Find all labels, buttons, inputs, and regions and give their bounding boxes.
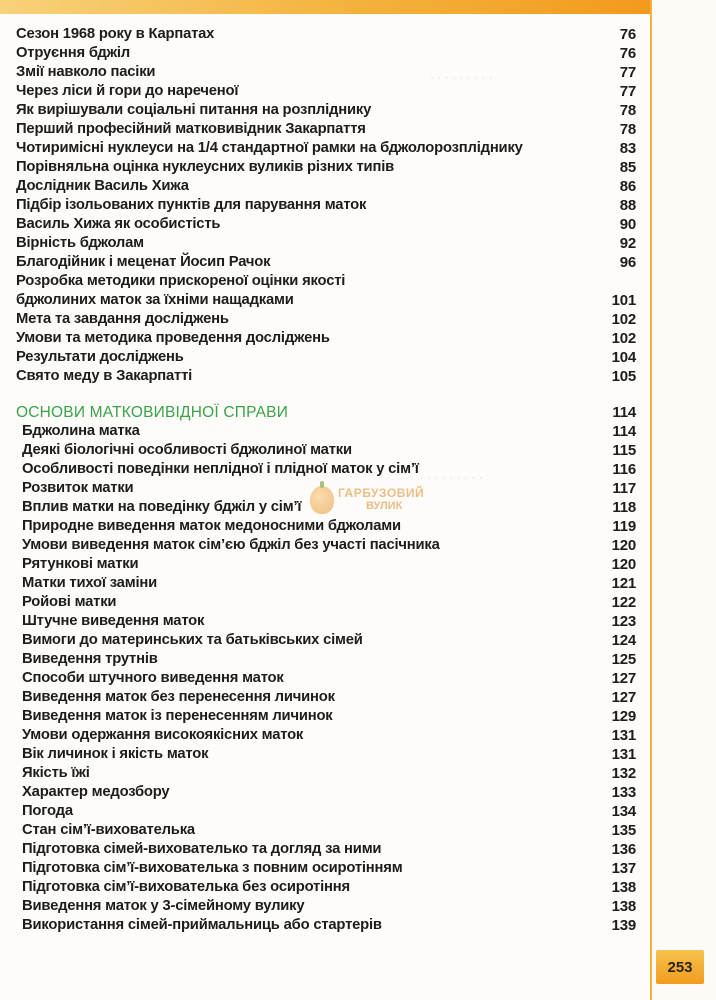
toc-entry-title: Умови одержання високоякісних маток <box>22 727 304 743</box>
toc-entry <box>16 555 644 574</box>
toc-entry-page: 102 <box>611 311 636 328</box>
toc-entry <box>16 348 644 367</box>
toc-entry <box>16 291 644 310</box>
toc-entry-title: Якість їжі <box>22 765 90 781</box>
toc-entry-page: 132 <box>611 765 636 782</box>
toc-entry-page: 92 <box>619 235 636 252</box>
toc-entry-page: 139 <box>611 917 636 934</box>
toc-entry-page: 129 <box>611 708 636 725</box>
bleed-through-text: · · · · · · · · · <box>420 470 483 484</box>
toc-entry <box>16 120 644 139</box>
toc-entry <box>16 840 644 859</box>
toc-entry-page: 85 <box>619 159 636 176</box>
toc-entry-page: 86 <box>619 178 636 195</box>
toc-entry-page: 134 <box>611 803 636 820</box>
toc-entry-title: Вимоги до материнських та батьківських сімей <box>22 632 363 648</box>
toc-entry-page: 127 <box>611 689 636 706</box>
right-margin-band <box>650 0 716 1000</box>
toc-entry <box>16 329 644 348</box>
toc-entry-title: Василь Хижа як особистість <box>16 216 221 232</box>
section-heading <box>16 403 644 422</box>
toc-entry-page: 114 <box>612 423 636 440</box>
toc-entry-page: 127 <box>611 670 636 687</box>
toc-entry-title: Як вирішували соціальні питання на розпліднику <box>16 102 372 118</box>
toc-entry-title: бджолиних маток за їхніми нащадками <box>16 292 294 308</box>
toc-entry-page: 122 <box>611 594 636 611</box>
toc-entry-page: 131 <box>611 746 636 763</box>
toc-entry-title: Умови та методика проведення досліджень <box>16 330 330 346</box>
toc-entry-title: Отруєння бджіл <box>16 45 130 61</box>
toc-entry-title: Деякі біологічні особливості бджолиної матки <box>22 442 352 458</box>
toc-entry-title: Стан сім’ї-вихователька <box>22 822 195 838</box>
toc-entry-title: Вік личинок і якість маток <box>22 746 209 762</box>
toc-entry-page: 104 <box>611 349 636 366</box>
toc-entry-page: 116 <box>612 461 636 478</box>
toc-entry-title: Змії навколо пасіки <box>16 64 156 80</box>
toc-entry <box>16 745 644 764</box>
toc-entry-title: Перший професійний матковивідник Закарпаття <box>16 121 366 137</box>
toc-entry-page: 101 <box>611 292 636 309</box>
toc-entry <box>16 139 644 158</box>
toc-entry <box>16 764 644 783</box>
toc-entry <box>16 707 644 726</box>
toc-entry-page: 77 <box>619 64 636 81</box>
toc-entry <box>16 612 644 631</box>
toc-entry-page: 76 <box>619 45 636 62</box>
top-decorative-strip <box>0 0 650 14</box>
toc-entry <box>16 367 644 386</box>
toc-entry-title: Рятункові матки <box>22 556 139 572</box>
toc-entry-page: 117 <box>612 480 636 497</box>
toc-entry <box>16 688 644 707</box>
toc-entry-title: Вплив матки на поведінку бджіл у сім’ї <box>22 499 302 515</box>
watermark-line-2: ВУЛИК <box>366 500 403 512</box>
toc-entry <box>16 215 644 234</box>
toc-entry <box>16 631 644 650</box>
toc-entry-title: Виведення трутнів <box>22 651 158 667</box>
toc-entry <box>16 574 644 593</box>
toc-entry-page: 88 <box>619 197 636 214</box>
toc-entry <box>16 726 644 745</box>
toc-entry <box>16 234 644 253</box>
toc-entry-title: Виведення маток без перенесення личинок <box>22 689 335 705</box>
toc-entry-title: Свято меду в Закарпатті <box>16 368 193 384</box>
toc-entry <box>16 878 644 897</box>
toc-entry <box>16 310 644 329</box>
toc-entry-page: 118 <box>612 499 636 516</box>
toc-entry-page: 119 <box>612 518 636 535</box>
toc-entry <box>16 44 644 63</box>
toc-entry <box>16 802 644 821</box>
toc-entry <box>16 859 644 878</box>
toc-entry-page: 124 <box>611 632 636 649</box>
toc-entry <box>16 783 644 802</box>
toc-entry <box>16 422 644 441</box>
toc-entry <box>16 253 644 272</box>
toc-entry <box>16 498 644 517</box>
toc-entry-title: Підготовка сім’ї-вихователька з повним осиротінням <box>22 860 403 876</box>
toc-entry-page: 76 <box>619 26 636 43</box>
toc-entry-title: Порівняльна оцінка нуклеусних вуликів різних типів <box>16 159 394 175</box>
toc-entry-title: Виведення маток у 3-сімейному вулику <box>22 898 305 914</box>
toc-entry-title: Розробка методики прискореної оцінки якості <box>16 273 346 289</box>
toc-entry-title: Особливості поведінки неплідної і плідної маток у сім’ї <box>22 461 419 477</box>
toc-entry <box>16 897 644 916</box>
toc-entry <box>16 177 644 196</box>
toc-entry <box>16 479 644 498</box>
toc-entry-title: Природне виведення маток медоносними бджолами <box>22 518 401 534</box>
toc-entry-title: Дослідник Василь Хижа <box>16 178 189 194</box>
toc-entry-title: Характер медозбору <box>22 784 170 800</box>
toc-entry <box>16 158 644 177</box>
toc-entry-page: 121 <box>611 575 636 592</box>
toc-entry-title: Погода <box>22 803 73 819</box>
toc-entry-page: 90 <box>619 216 636 233</box>
toc-entry-title: Штучне виведення маток <box>22 613 205 629</box>
toc-entry-page: 78 <box>619 102 636 119</box>
toc-entry <box>16 916 644 935</box>
watermark-line-1: ГАРБУЗОВИЙ <box>338 486 425 500</box>
toc-entry-page: 137 <box>611 860 636 877</box>
toc-entry-page: 133 <box>611 784 636 801</box>
toc-entry-title: Сезон 1968 року в Карпатах <box>16 26 215 42</box>
toc-entry-page: 78 <box>619 121 636 138</box>
toc-entry-page: 138 <box>611 879 636 896</box>
toc-entry-title: Підбір ізольованих пунктів для парування маток <box>16 197 367 213</box>
toc-entry-title: Вірність бджолам <box>16 235 144 251</box>
toc-entry-page: 77 <box>619 83 636 100</box>
toc-entry <box>16 517 644 536</box>
toc-entry-title: Через ліси й гори до нареченої <box>16 83 239 99</box>
toc-entry-page: 83 <box>619 140 636 157</box>
toc-entry-title: Умови виведення маток сім’єю бджіл без участі пасічника <box>22 537 440 553</box>
toc-entry <box>16 82 644 101</box>
toc-entry <box>16 650 644 669</box>
toc-entry-title: Мета та завдання досліджень <box>16 311 229 327</box>
toc-entry <box>16 441 644 460</box>
toc-entry <box>16 101 644 120</box>
page-number: 253 <box>656 950 704 984</box>
toc-entry <box>16 669 644 688</box>
toc-entry <box>16 821 644 840</box>
toc-entry-page: 120 <box>611 556 636 573</box>
toc-group-after <box>16 422 644 935</box>
toc-entry-page: 105 <box>611 368 636 385</box>
toc-entry <box>16 196 644 215</box>
toc-entry-title: Бджолина матка <box>22 423 140 439</box>
toc-entry-title: Виведення маток із перенесенням личинок <box>22 708 333 724</box>
toc-entry <box>16 25 644 44</box>
toc-entry-title: Матки тихої заміни <box>22 575 157 591</box>
toc-entry-title: Результати досліджень <box>16 349 184 365</box>
toc-entry-page: 115 <box>612 442 636 459</box>
toc-entry <box>16 536 644 555</box>
table-of-contents <box>16 25 644 935</box>
toc-entry-page: 138 <box>611 898 636 915</box>
toc-entry-page: 102 <box>611 330 636 347</box>
toc-entry-title: Розвиток матки <box>22 480 134 496</box>
toc-entry <box>16 63 644 82</box>
toc-entry-title: Підготовка сімей-вихователько та догляд за ними <box>22 841 382 857</box>
toc-entry-title: Благодійник і меценат Йосип Рачок <box>16 254 271 270</box>
toc-group-before <box>16 25 644 386</box>
toc-entry-title: Використання сімей-приймальниць або стартерів <box>22 917 382 933</box>
toc-entry-title: Чотиримісні нуклеуси на 1/4 стандартної рамки на бджолорозпліднику <box>16 140 523 156</box>
section-title: ОСНОВИ МАТКОВИВІДНОЇ СПРАВИ <box>16 404 289 421</box>
toc-entry <box>16 460 644 479</box>
toc-entry-title: Способи штучного виведення маток <box>22 670 284 686</box>
toc-entry-page: 96 <box>619 254 636 271</box>
toc-entry-title: Ройові матки <box>22 594 117 610</box>
toc-entry-page: 125 <box>611 651 636 668</box>
toc-entry-page: 120 <box>611 537 636 554</box>
toc-entry <box>16 272 644 291</box>
toc-entry-page: 131 <box>611 727 636 744</box>
bleed-through-text: · · · · · · · · · <box>430 70 493 84</box>
toc-entry <box>16 593 644 612</box>
toc-entry-page: 123 <box>611 613 636 630</box>
toc-entry-page: 135 <box>611 822 636 839</box>
section-page: 114 <box>612 404 636 421</box>
toc-entry-page: 136 <box>611 841 636 858</box>
toc-entry-title: Підготовка сім’ї-вихователька без осиротіння <box>22 879 350 895</box>
